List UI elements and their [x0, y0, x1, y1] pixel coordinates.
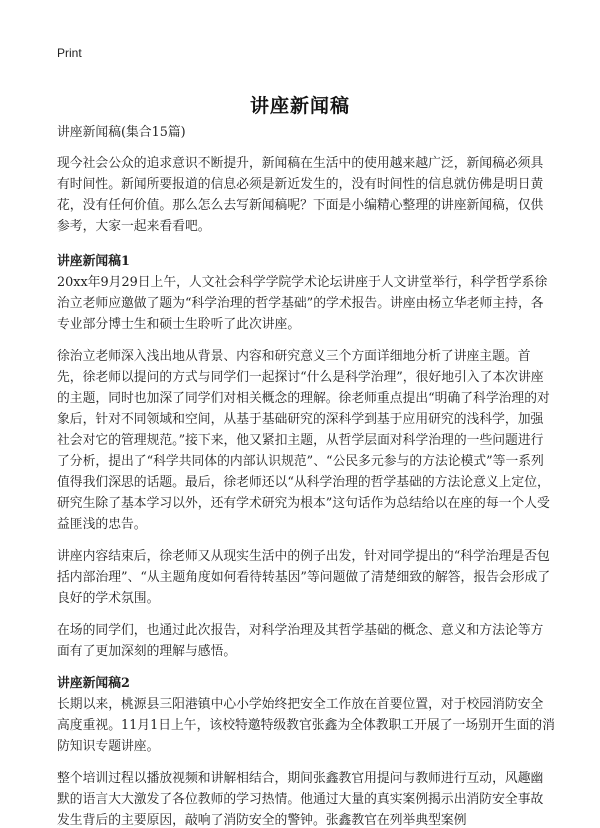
section-1 [57, 251, 556, 662]
paragraph: 在场的同学们，也通过此次报告，对科学治理及其哲学基础的概念、意义和方法论等方面有了更加深刻的理解与感悟。 [57, 623, 544, 659]
page-title: 讲座新闻稿 [249, 94, 350, 117]
section-heading: 讲座新闻稿1 [57, 254, 130, 269]
paragraph: 整个培训过程以播放视频和讲解相结合，期间张鑫教官用提问与教师进行互动，风趣幽默的语言大大激发了各位教师的学习热情。他通过大量的真实案例揭示出消防安全事故发生背后的主要原因，敲响了消防安全的警钟。张鑫教官在列举典型案例 [57, 771, 544, 828]
section-2 [57, 673, 556, 828]
paragraph: 徐治立老师深入浅出地从背景、内容和研究意义三个方面详细地分析了讲座主题。首先，徐老师以提问的方式与同学们一起探讨“什么是科学治理”，很好地引入了本次讲座的主题，同时也加深了同学们对相关概念的理解。徐老师重点提出“明确了科学治理的对象后，针对不同领域和空间，从基于基础研究的深科学到基于应用研究的浅科学，加强社会对它的管理规范。”接下来，他又紧扣主题，从哲学层面对科学治理的一些问题进行了分析，提出了“科学共同体的内部认识规范”、“公民多元参与的方法论模式”等一系列值得我们深思的话题。最后，徐老师还以“从科学治理的哲学基础的方法论意义上定位，研究生除了基本学习以外，还有学术研究为根本”这句话作为总结给以在座的每一个人受益匪浅的忠告。 [57, 349, 550, 532]
paragraph: 长期以来，桃源县三阳港镇中心小学始终把安全工作放在首要位置，对于校园消防安全高度重视。11月1日上午，该校特邀特级教官张鑫为全体教职工开展了一场别开生面的消防知识专题讲座。 [57, 697, 555, 754]
paragraph: 20xx年9月29日上午，人文社会科学学院学术论坛讲座于人文讲堂举行，科学哲学系徐治立老师应邀做了题为“科学治理的哲学基础”的学术报告。讲座由杨立华老师主持，各专业部分博士生和硕士生聆听了此次讲座。 [57, 275, 548, 332]
document-subtitle: 讲座新闻稿(集合15篇) [57, 125, 186, 140]
paragraph: 讲座内容结束后，徐老师又从现实生活中的例子出发，针对同学提出的“科学治理是否包括内部治理”、“从主题角度如何看待转基因”等问题做了清楚细致的解答，报告会形成了良好的学术氛围。 [57, 549, 551, 606]
intro-paragraph: 现今社会公众的追求意识不断提升，新闻稿在生活中的使用越来越广泛，新闻稿必须具有时间性。新闻所要报道的信息必须是新近发生的，没有时间性的信息就仿佛是明日黄花，没有任何价值。那么怎么去写新闻稿呢？下面是小编精心整理的讲座新闻稿，仅供参考，大家一起来看看吧。 [57, 156, 544, 234]
section-heading: 讲座新闻稿2 [57, 676, 130, 691]
article-body [57, 122, 556, 828]
print-link[interactable]: Print [57, 46, 82, 60]
